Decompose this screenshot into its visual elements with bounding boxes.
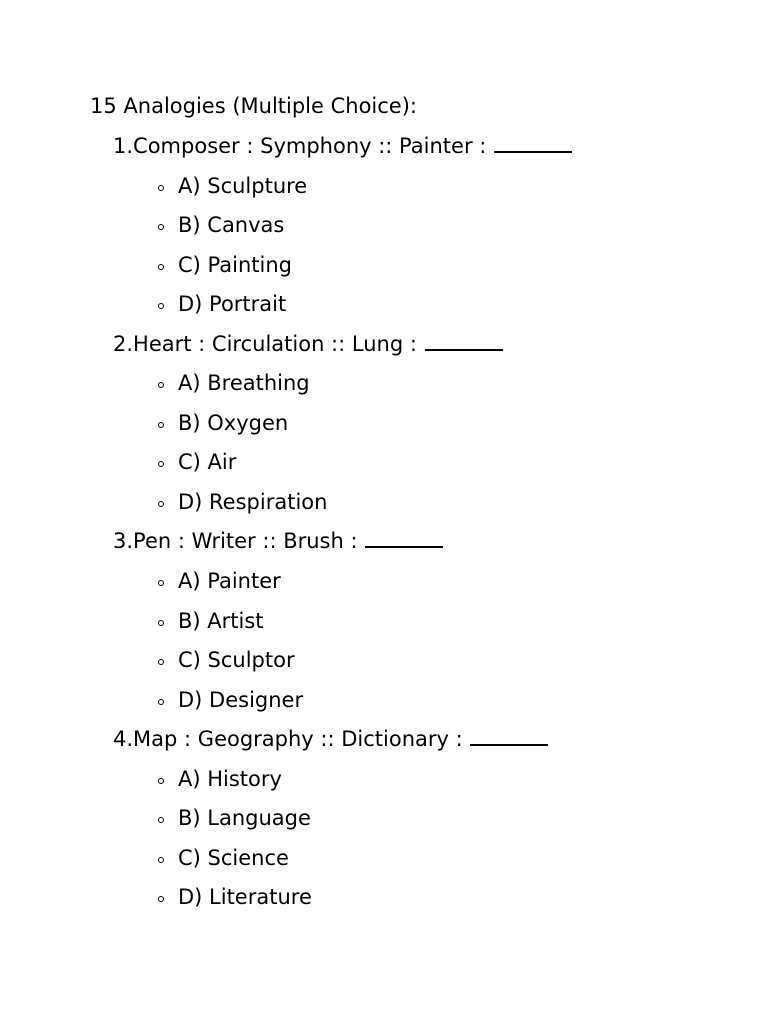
- option-label: D) Portrait: [178, 292, 287, 316]
- question-number: 3.: [113, 529, 134, 553]
- option-item: [158, 369, 310, 397]
- option-label: B) Artist: [178, 609, 264, 633]
- option-item: [158, 646, 295, 674]
- question-prompt: Map : Geography :: Dictionary :: [133, 727, 463, 751]
- option-item: [158, 607, 264, 635]
- circle-bullet-icon: [158, 422, 164, 428]
- question-3: [113, 527, 443, 555]
- option-item: [158, 172, 307, 200]
- option-item: [158, 211, 284, 239]
- question-prompt: Pen : Writer :: Brush :: [133, 529, 358, 553]
- page-title: 15 Analogies (Multiple Choice):: [90, 94, 417, 118]
- answer-blank: [470, 726, 548, 746]
- question-1: [113, 132, 572, 160]
- option-item: [158, 804, 311, 832]
- question-2: [113, 330, 503, 358]
- answer-blank: [425, 331, 503, 351]
- answer-blank: [365, 528, 443, 548]
- question-number: 2.: [113, 332, 134, 356]
- option-item: [158, 409, 288, 437]
- option-label: D) Literature: [178, 885, 312, 909]
- circle-bullet-icon: [158, 620, 164, 626]
- option-label: A) History: [178, 767, 282, 791]
- circle-bullet-icon: [158, 303, 164, 309]
- option-label: C) Air: [178, 450, 237, 474]
- option-item: [158, 765, 282, 793]
- option-label: C) Sculptor: [178, 648, 295, 672]
- option-label: B) Canvas: [178, 213, 285, 237]
- option-label: C) Science: [178, 846, 289, 870]
- option-label: A) Sculpture: [178, 174, 308, 198]
- option-label: C) Painting: [178, 253, 292, 277]
- option-label: D) Designer: [178, 688, 304, 712]
- question-prompt: Heart : Circulation :: Lung :: [133, 332, 417, 356]
- option-label: B) Oxygen: [178, 411, 289, 435]
- circle-bullet-icon: [158, 580, 164, 586]
- question-number: 4.: [113, 727, 134, 751]
- circle-bullet-icon: [158, 264, 164, 270]
- option-label: A) Breathing: [178, 371, 310, 395]
- answer-blank: [494, 133, 572, 153]
- option-label: B) Language: [178, 806, 311, 830]
- option-item: [158, 567, 281, 595]
- circle-bullet-icon: [158, 224, 164, 230]
- circle-bullet-icon: [158, 382, 164, 388]
- option-item: [158, 448, 236, 476]
- circle-bullet-icon: [158, 185, 164, 191]
- question-number: 1.: [113, 134, 134, 158]
- option-item: [158, 290, 286, 318]
- circle-bullet-icon: [158, 501, 164, 507]
- circle-bullet-icon: [158, 817, 164, 823]
- option-item: [158, 686, 303, 714]
- option-item: [158, 251, 292, 279]
- option-item: [158, 844, 289, 872]
- option-label: D) Respiration: [178, 490, 328, 514]
- circle-bullet-icon: [158, 659, 164, 665]
- circle-bullet-icon: [158, 461, 164, 467]
- option-item: [158, 488, 327, 516]
- question-prompt: Composer : Symphony :: Painter :: [133, 134, 487, 158]
- circle-bullet-icon: [158, 778, 164, 784]
- circle-bullet-icon: [158, 857, 164, 863]
- circle-bullet-icon: [158, 699, 164, 705]
- option-label: A) Painter: [178, 569, 281, 593]
- question-4: [113, 725, 548, 753]
- circle-bullet-icon: [158, 896, 164, 902]
- option-item: [158, 883, 312, 911]
